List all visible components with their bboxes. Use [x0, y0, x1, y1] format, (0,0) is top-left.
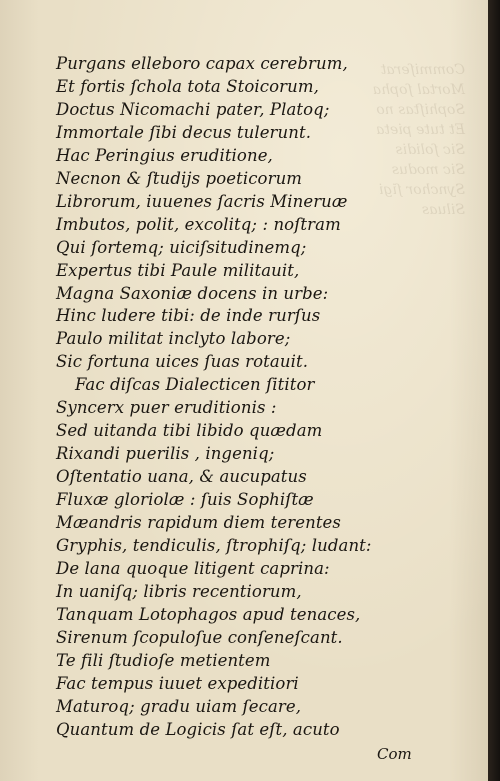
verse-line: Maturoq; gradu uiam ſecare, [56, 696, 302, 716]
page-edge [488, 0, 500, 781]
verse-line-indented: Fac diſcas Dialecticen ſititor [75, 375, 315, 395]
poem-text [56, 53, 372, 742]
verse-line: Magna Saxoniæ docens in urbe: [56, 283, 329, 303]
verse-line: Fluxæ gloriolæ : ſuis Sophiſtæ [56, 490, 314, 510]
verse-line: Librorum, iuuenes ſacris Mineruæ [56, 191, 348, 211]
catchword: Com [377, 745, 412, 763]
verse-line: Qui ſortemq; uiciſsitudinemq; [56, 237, 307, 257]
verse-line: Expertus tibi Paule militauit, [56, 260, 300, 280]
verse-line: Imbutos, polit, excolitq; : noſtram [56, 214, 341, 234]
verse-line: Te fili ſtudioſe metientem [56, 650, 271, 670]
verse-line: Necnon & ſtudijs poeticorum [56, 168, 303, 188]
verse-line: Tanquam Lotophagos apud tenaces, [56, 604, 361, 624]
verse-line: Syncerx puer eruditionis : [56, 398, 277, 418]
verse-line: Mæandris rapidum diem terentes [56, 513, 341, 533]
verse-line: Gryphis, tendiculis, ſtrophiſq; ludant: [56, 536, 372, 556]
verse-line: Sic fortuna uices ſuas rotauit. [56, 352, 309, 372]
verse-line: Doctus Nicomachi pater, Platoq; [56, 99, 330, 119]
verse-line: Et fortis ſchola tota Stoicorum, [56, 76, 319, 96]
verse-line: Purgans elleboro capax cerebrum, [56, 54, 348, 73]
verse-line: Hac Peringius eruditione, [56, 145, 273, 165]
verse-line: Quantum de Logicis ſat eſt, acuto [56, 719, 340, 739]
verse-line: Sed uitanda tibi libido quædam [56, 421, 323, 441]
verse-line: Immortale ſibi decus tulerunt. [56, 122, 312, 142]
verse-line: Paulo militat inclyto labore; [56, 329, 291, 349]
bleed-through-text: Commiſerat Mortal ſopha Sophiſtas no Et tute pieta Sic ſolidis Sic modus Synchor ſigi Siluas [372, 62, 465, 218]
verse-line: Oſtentatio uana, & aucupatus [56, 467, 307, 487]
verse-line: Fac tempus iuuet expeditiori [56, 673, 299, 693]
verse-line: De lana quoque litigent caprina: [56, 558, 330, 578]
verse-line: Rixandi puerilis , ingeniq; [56, 444, 275, 464]
verse-line: Hinc ludere tibi: de inde rurſus [56, 306, 321, 326]
verse-line: In uaniſq; libris recentiorum, [56, 581, 302, 601]
verse-line: Sirenum ſcopuloſue conſeneſcant. [56, 627, 343, 647]
